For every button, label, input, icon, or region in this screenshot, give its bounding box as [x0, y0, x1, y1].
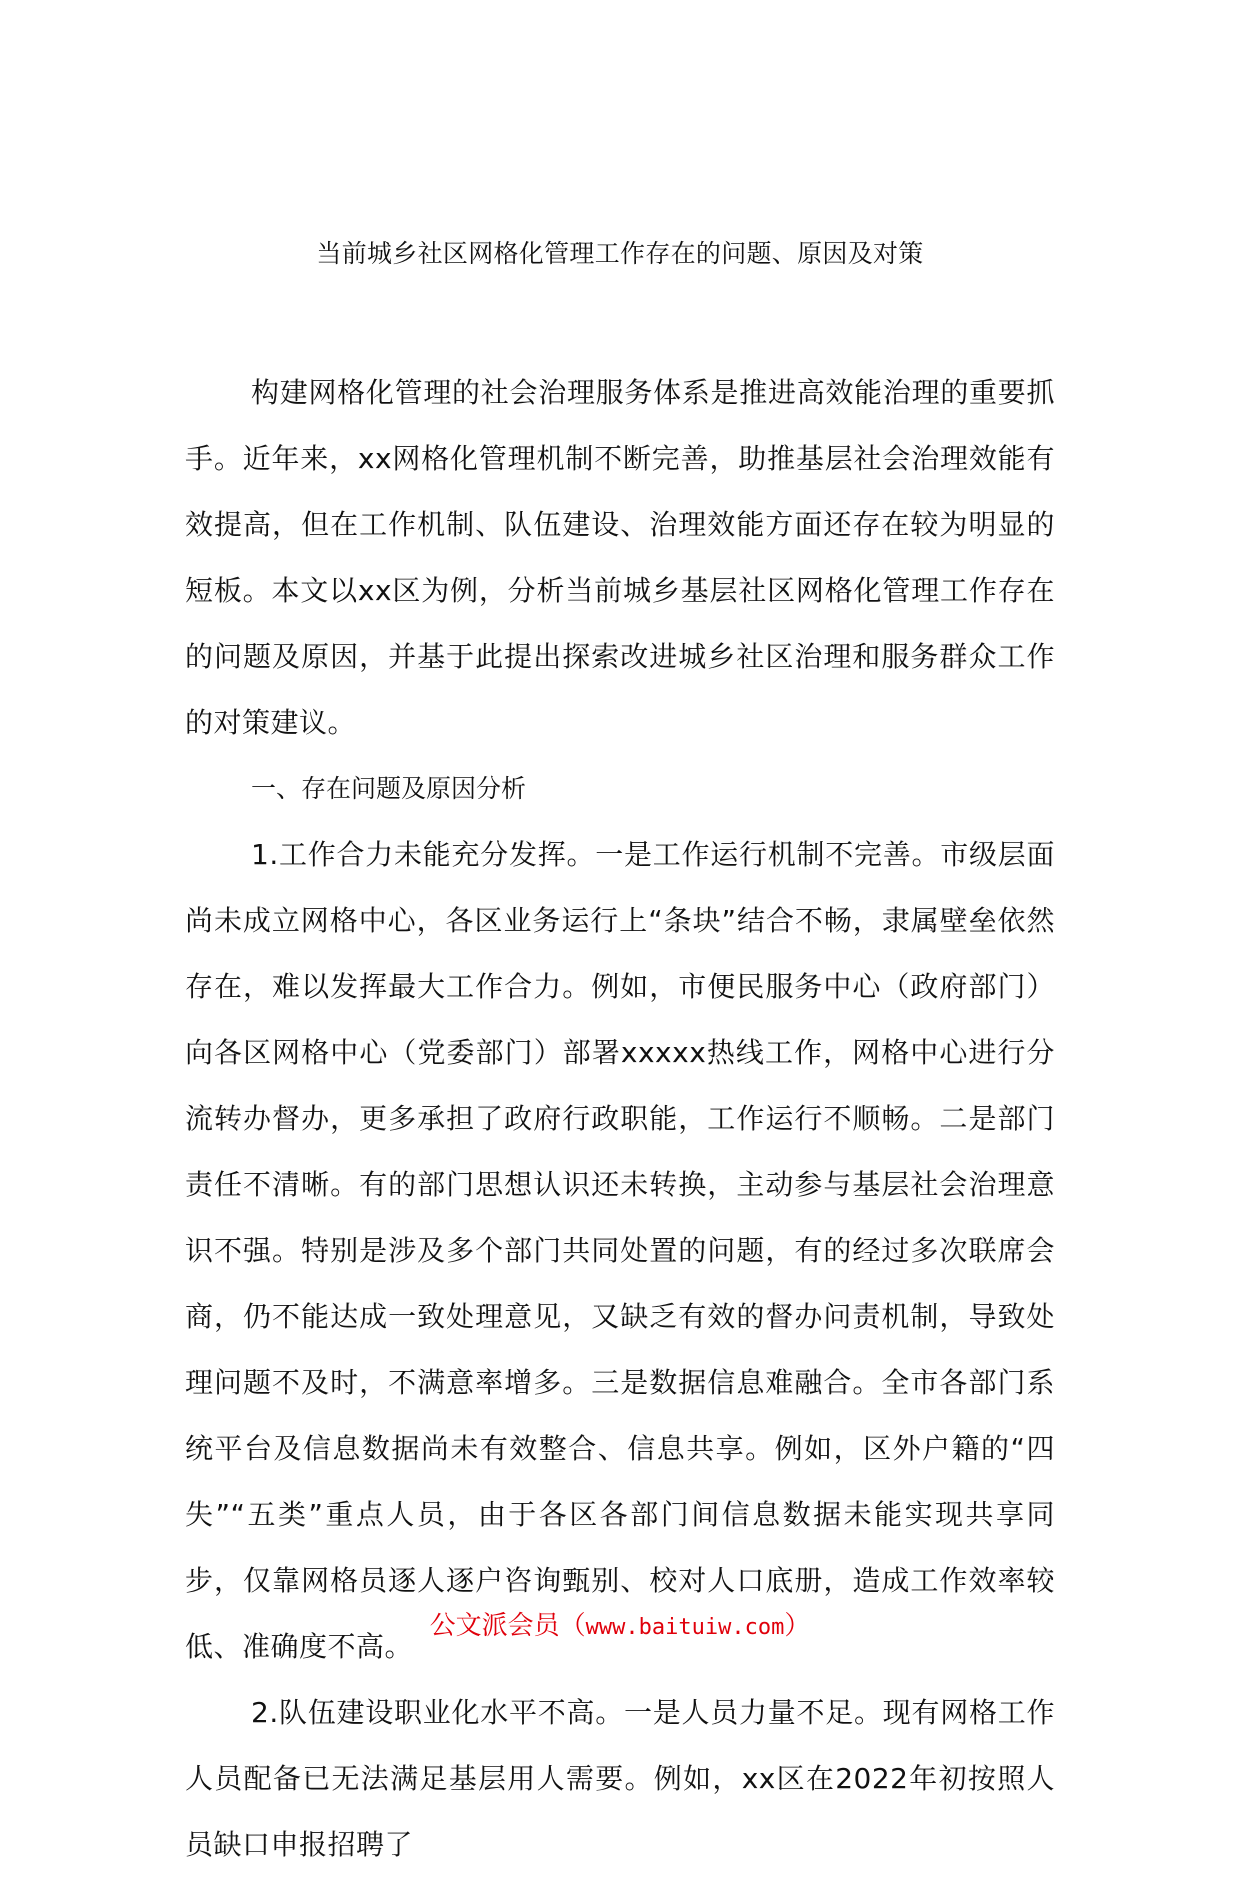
footer-watermark	[0, 1606, 1240, 1648]
section-paragraph-2: 2.队伍建设职业化水平不高。一是人员力量不足。现有网格工作人员配备已无法满足基层用人需要。例如，xx区在2022年初按照人员缺口申报招聘了	[185, 1696, 1055, 1861]
section-heading: 一、存在问题及原因分析	[251, 774, 527, 803]
footer-close: ）	[784, 1611, 811, 1641]
section-paragraph-1: 1.工作合力未能充分发挥。一是工作运行机制不完善。市级层面尚未成立网格中心，各区业务运行上“条块”结合不畅，隶属壁垒依然存在，难以发挥最大工作合力。例如，市便民服务中心（政府部门）向各区网格中心（党委部门）部署xxxxx热线工作，网格中心进行分流转办督办，更多承担了政府行政职能，工作运行不顺畅。二是部门责任不清晰。有的部门思想认识还未转换，主动参与基层社会治理意识不强。特别是涉及多个部门共同处置的问题，有的经过多次联席会商，仍不能达成一致处理意见，又缺乏有效的督办问责机制，导致处理问题不及时，不满意率增多。三是数据信息难融合。全市各部门系统平台及信息数据尚未有效整合、信息共享。例如，区外户籍的“四失”“五类”重点人员，由于各区各部门间信息数据未能实现共享同步，仅靠网格员逐人逐户咨询甄别、校对人口底册，造成工作效率较低、准确度不高。	[185, 838, 1055, 1663]
document-body	[185, 360, 1055, 1878]
footer-url: www.baituiw.com	[585, 1615, 785, 1640]
footer-label: 公文派会员（	[429, 1611, 586, 1641]
document-title: 当前城乡社区网格化管理工作存在的问题、原因及对策	[316, 239, 924, 268]
intro-paragraph: 构建网格化管理的社会治理服务体系是推进高效能治理的重要抓手。近年来，xx网格化管理机制不断完善，助推基层社会治理效能有效提高，但在工作机制、队伍建设、治理效能方面还存在较为明显的短板。本文以xx区为例，分析当前城乡基层社区网格化管理工作存在的问题及原因，并基于此提出探索改进城乡社区治理和服务群众工作的对策建议。	[185, 376, 1055, 739]
